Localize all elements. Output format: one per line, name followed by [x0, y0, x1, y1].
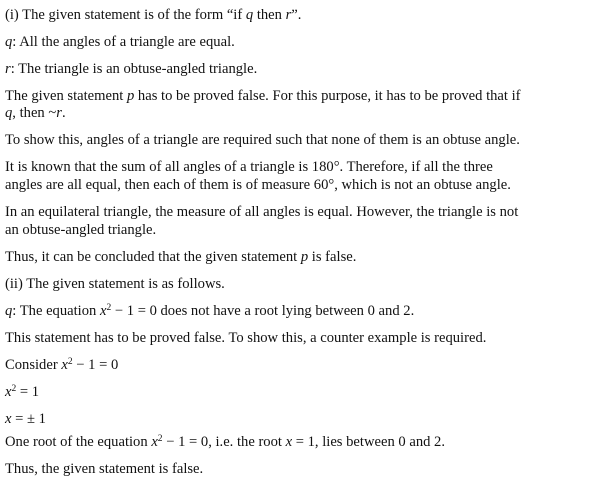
- text-segment: an obtuse-angled triangle.: [5, 222, 157, 238]
- text-segment: .: [61, 105, 66, 121]
- text-segment: , then ~: [12, 105, 57, 121]
- line-x-value: [5, 410, 46, 428]
- variable-r: r: [56, 105, 62, 121]
- text-segment: To show this, angles of a triangle are required such that none of them is an obtuse angle.: [5, 132, 520, 148]
- line-equilateral-2: [5, 221, 156, 239]
- line-q-definition: [5, 33, 235, 51]
- variable-x: x: [5, 384, 12, 400]
- variable-x: x: [99, 303, 107, 319]
- line-counter-example: [5, 329, 486, 347]
- variable-x: x: [151, 434, 158, 450]
- text-segment: ”.: [291, 7, 302, 23]
- line-conclusion-ii: [5, 460, 203, 478]
- line-consider: [5, 356, 118, 374]
- exponent: 2: [67, 357, 73, 367]
- text-segment: then: [253, 7, 286, 23]
- line-angle-sum-1: [5, 158, 493, 176]
- text-segment: − 1 = 0: [72, 357, 119, 373]
- line-x-squared: [5, 383, 39, 401]
- line-part-ii-intro: [5, 275, 225, 293]
- text-segment: angles are all equal, then each of them is of measure 60°, which is not an obtuse angle.: [5, 177, 511, 193]
- line-proof-goal-1: [5, 87, 521, 105]
- text-segment: Thus, it can be concluded that the given statement: [5, 249, 301, 265]
- text-segment: The given statement: [5, 88, 127, 104]
- text-segment: Consider: [5, 357, 62, 373]
- line-equilateral-1: [5, 203, 518, 221]
- text-segment: This statement has to be proved false. To show this, a counter example is required.: [5, 330, 487, 346]
- variable-q: q: [5, 303, 13, 319]
- text-segment: is false.: [308, 249, 357, 265]
- variable-x: x: [5, 411, 12, 427]
- line-proof-goal-2: [5, 104, 66, 122]
- text-segment: (ii) The given statement is as follows.: [5, 276, 225, 292]
- text-segment: = ± 1: [11, 411, 46, 427]
- text-segment: = 1: [16, 384, 40, 400]
- text-segment: One root of the equation: [5, 434, 152, 450]
- line-one-root: [5, 433, 445, 451]
- variable-x: x: [61, 357, 68, 373]
- line-conclusion-i: [5, 248, 356, 266]
- variable-q: q: [245, 7, 254, 23]
- text-segment: Thus, the given statement is false.: [5, 461, 204, 477]
- variable-p: p: [300, 249, 309, 265]
- line-to-show: [5, 131, 520, 149]
- text-segment: (i) The given statement is of the form “if: [5, 7, 246, 23]
- exponent: 2: [106, 303, 112, 313]
- text-segment: − 1 = 0, i.e. the root: [162, 434, 286, 450]
- exponent: 2: [11, 384, 17, 394]
- line-q-equation: [5, 302, 414, 320]
- text-segment: In an equilateral triangle, the measure of all angles is equal. However, the triangle is not: [5, 204, 519, 220]
- variable-q: q: [5, 34, 13, 50]
- text-segment: : The equation: [12, 303, 100, 319]
- exponent: 2: [157, 434, 163, 444]
- variable-q: q: [5, 105, 13, 121]
- line-angle-sum-2: [5, 176, 511, 194]
- line-r-definition: [5, 60, 257, 78]
- text-segment: has to be proved false. For this purpose, it has to be proved that if: [134, 88, 521, 104]
- text-segment: : The triangle is an obtuse-angled triangle.: [10, 61, 258, 77]
- variable-r: r: [285, 7, 292, 23]
- text-segment: − 1 = 0 does not have a root lying between 0 and 2.: [111, 303, 415, 319]
- variable-p: p: [126, 88, 135, 104]
- text-segment: = 1, lies between 0 and 2.: [292, 434, 446, 450]
- variable-x: x: [285, 434, 293, 450]
- text-segment: : All the angles of a triangle are equal.: [12, 34, 235, 50]
- line-part-i-form: [5, 6, 301, 24]
- variable-r: r: [5, 61, 11, 77]
- text-segment: It is known that the sum of all angles of a triangle is 180°. Therefore, if all the three: [5, 159, 493, 175]
